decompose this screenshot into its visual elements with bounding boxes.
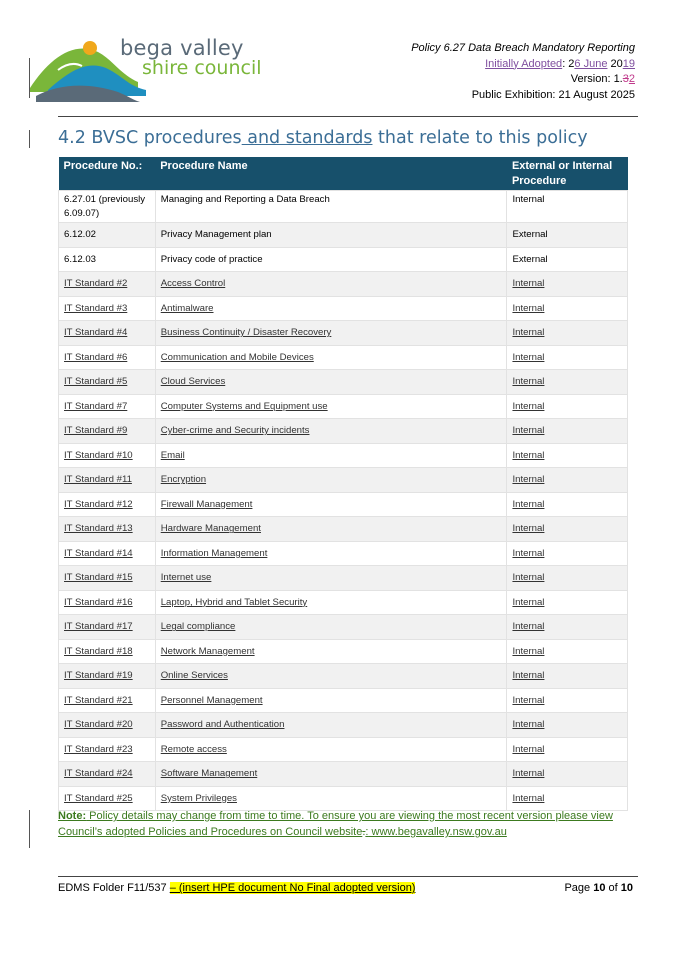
procedure-no-cell[interactable]: IT Standard #24 bbox=[59, 762, 156, 787]
adopted-label: Initially Adopted bbox=[485, 57, 563, 70]
procedure-type-cell[interactable]: Internal bbox=[507, 272, 628, 297]
procedure-no-cell[interactable]: IT Standard #13 bbox=[59, 517, 156, 542]
table-row bbox=[59, 370, 628, 395]
page-of: of bbox=[605, 882, 621, 894]
procedure-name-cell[interactable]: Password and Authentication bbox=[155, 713, 507, 738]
table-row bbox=[59, 762, 628, 787]
procedure-name-cell: Privacy code of practice bbox=[155, 247, 507, 272]
procedure-type-cell: External bbox=[507, 247, 628, 272]
table-header-row bbox=[59, 157, 628, 191]
note-text: Policy details may change from time to time. To ensure you are viewing the most recent version please view Council’s adopted Policies and Procedures on Council website bbox=[58, 810, 613, 838]
change-bar-note bbox=[29, 810, 30, 848]
table-row bbox=[59, 223, 628, 248]
procedure-no-cell[interactable]: IT Standard #11 bbox=[59, 468, 156, 493]
note-deleted-char: . bbox=[362, 826, 366, 838]
section-title-part-1: BVSC procedures bbox=[91, 128, 242, 148]
procedure-type-cell[interactable]: Internal bbox=[507, 713, 628, 738]
procedure-name-cell[interactable]: Internet use bbox=[155, 566, 507, 591]
procedure-no-cell[interactable]: IT Standard #25 bbox=[59, 786, 156, 811]
procedure-no-cell[interactable]: IT Standard #14 bbox=[59, 541, 156, 566]
table-body bbox=[59, 191, 628, 811]
procedure-type-cell[interactable]: Internal bbox=[507, 762, 628, 787]
procedure-no-cell[interactable]: IT Standard #16 bbox=[59, 590, 156, 615]
procedure-name-cell[interactable]: Laptop, Hybrid and Tablet Security bbox=[155, 590, 507, 615]
procedure-name-cell[interactable]: Software Management bbox=[155, 762, 507, 787]
table-row bbox=[59, 419, 628, 444]
procedure-no-cell[interactable]: IT Standard #21 bbox=[59, 688, 156, 713]
procedure-no-cell[interactable]: IT Standard #4 bbox=[59, 321, 156, 346]
procedure-type-cell[interactable]: Internal bbox=[507, 419, 628, 444]
procedure-no-cell[interactable]: IT Standard #19 bbox=[59, 664, 156, 689]
procedure-name-cell[interactable]: Business Continuity / Disaster Recovery bbox=[155, 321, 507, 346]
header-procedure-no: Procedure No.: bbox=[59, 157, 156, 191]
logo-line-2: shire council bbox=[142, 57, 262, 79]
table-row bbox=[59, 272, 628, 297]
table-row bbox=[59, 345, 628, 370]
adopted-day: 6 June bbox=[574, 57, 608, 70]
footer-highlight: – (insert HPE document No Final adopted version) bbox=[169, 882, 416, 894]
procedure-type-cell[interactable]: Internal bbox=[507, 492, 628, 517]
procedure-no-cell[interactable]: IT Standard #12 bbox=[59, 492, 156, 517]
change-bar-heading bbox=[29, 130, 30, 148]
procedure-name-cell[interactable]: System Privileges bbox=[155, 786, 507, 811]
header-rule bbox=[58, 116, 638, 117]
policy-title: Policy 6.27 Data Breach Mandatory Reporting bbox=[411, 42, 635, 54]
header-external-internal: External or Internal Procedure bbox=[507, 157, 628, 191]
procedure-type-cell[interactable]: Internal bbox=[507, 590, 628, 615]
version-deleted: 3 bbox=[622, 73, 629, 85]
procedure-name-cell[interactable]: Firewall Management bbox=[155, 492, 507, 517]
table-row bbox=[59, 713, 628, 738]
procedure-type-cell[interactable]: Internal bbox=[507, 517, 628, 542]
procedure-no-cell[interactable]: IT Standard #15 bbox=[59, 566, 156, 591]
procedure-name-cell[interactable]: Encryption bbox=[155, 468, 507, 493]
procedure-type-cell[interactable]: Internal bbox=[507, 786, 628, 811]
procedure-type-cell[interactable]: Internal bbox=[507, 615, 628, 640]
footer-rule bbox=[58, 876, 638, 877]
procedure-no-cell[interactable]: IT Standard #7 bbox=[59, 394, 156, 419]
table-row bbox=[59, 468, 628, 493]
procedure-name-cell[interactable]: Email bbox=[155, 443, 507, 468]
policy-note bbox=[58, 808, 630, 840]
table-row bbox=[59, 566, 628, 591]
page-current: 10 bbox=[593, 882, 606, 894]
procedure-no-cell: 6.27.01 (previously 6.09.07) bbox=[59, 191, 156, 223]
procedure-type-cell[interactable]: Internal bbox=[507, 345, 628, 370]
procedure-no-cell[interactable]: IT Standard #17 bbox=[59, 615, 156, 640]
footer-edms-folder: EDMS Folder F11/537 bbox=[58, 882, 170, 894]
procedure-name-cell[interactable]: Hardware Management bbox=[155, 517, 507, 542]
procedure-name-cell[interactable]: Network Management bbox=[155, 639, 507, 664]
table-row bbox=[59, 688, 628, 713]
footer-edms bbox=[58, 882, 415, 894]
procedure-type-cell[interactable]: Internal bbox=[507, 394, 628, 419]
procedure-no-cell[interactable]: IT Standard #18 bbox=[59, 639, 156, 664]
table-row bbox=[59, 541, 628, 566]
procedure-type-cell[interactable]: Internal bbox=[507, 541, 628, 566]
council-website-link[interactable]: www.begavalley.nsw.gov.au bbox=[368, 826, 507, 838]
table-row bbox=[59, 492, 628, 517]
note-label: Note: bbox=[58, 810, 87, 822]
table-row bbox=[59, 737, 628, 762]
document-header-info bbox=[411, 41, 635, 103]
procedure-type-cell[interactable]: Internal bbox=[507, 370, 628, 395]
procedure-type-cell[interactable]: Internal bbox=[507, 639, 628, 664]
procedure-name-cell[interactable]: Communication and Mobile Devices bbox=[155, 345, 507, 370]
procedure-type-cell[interactable]: Internal bbox=[507, 443, 628, 468]
section-number: 4.2 bbox=[58, 128, 86, 148]
procedure-no-cell: 6.12.03 bbox=[59, 247, 156, 272]
table-row bbox=[59, 394, 628, 419]
version-inserted: 2 bbox=[628, 73, 635, 85]
note-inserted-char: : bbox=[365, 826, 369, 838]
table-row bbox=[59, 191, 628, 223]
procedure-no-cell[interactable]: IT Standard #3 bbox=[59, 296, 156, 321]
procedure-no-cell[interactable]: IT Standard #23 bbox=[59, 737, 156, 762]
procedure-name-cell[interactable]: Legal compliance bbox=[155, 615, 507, 640]
procedure-type-cell[interactable]: Internal bbox=[507, 321, 628, 346]
procedure-name-cell[interactable]: Cyber-crime and Security incidents bbox=[155, 419, 507, 444]
procedure-name-cell[interactable]: Personnel Management bbox=[155, 688, 507, 713]
procedure-name-cell[interactable]: Information Management bbox=[155, 541, 507, 566]
procedure-name-cell: Privacy Management plan bbox=[155, 223, 507, 248]
procedure-type-cell[interactable]: Internal bbox=[507, 688, 628, 713]
procedure-name-cell[interactable]: Computer Systems and Equipment use bbox=[155, 394, 507, 419]
procedure-type-cell[interactable]: Internal bbox=[507, 664, 628, 689]
procedure-no-cell[interactable]: IT Standard #2 bbox=[59, 272, 156, 297]
procedure-name-cell[interactable]: Access Control bbox=[155, 272, 507, 297]
exhibition-line: Public Exhibition: 21 August 2025 bbox=[471, 88, 635, 101]
procedure-type-cell[interactable]: Internal bbox=[507, 737, 628, 762]
adopted-mid: 20 bbox=[607, 57, 623, 70]
adopted-colon: : 2 bbox=[562, 57, 575, 70]
logo-line-1: bega valley bbox=[120, 36, 244, 60]
table-row bbox=[59, 443, 628, 468]
procedure-type-cell[interactable]: Internal bbox=[507, 468, 628, 493]
table-row bbox=[59, 615, 628, 640]
procedure-name-cell[interactable]: Cloud Services bbox=[155, 370, 507, 395]
procedure-name-cell[interactable]: Antimalware bbox=[155, 296, 507, 321]
procedure-name-cell[interactable]: Remote access bbox=[155, 737, 507, 762]
version-label: Version: 1. bbox=[570, 73, 623, 85]
table-row bbox=[59, 517, 628, 542]
page-total: 10 bbox=[620, 882, 633, 894]
procedure-no-cell[interactable]: IT Standard #9 bbox=[59, 419, 156, 444]
procedures-table bbox=[58, 157, 628, 811]
procedure-no-cell[interactable]: IT Standard #10 bbox=[59, 443, 156, 468]
procedure-no-cell: 6.12.02 bbox=[59, 223, 156, 248]
procedure-name-cell[interactable]: Online Services bbox=[155, 664, 507, 689]
section-title-part-2: that relate to this policy bbox=[372, 128, 588, 148]
procedure-name-cell: Managing and Reporting a Data Breach bbox=[155, 191, 507, 223]
page-label: Page bbox=[564, 882, 594, 894]
council-logo bbox=[28, 30, 268, 108]
procedure-no-cell[interactable]: IT Standard #5 bbox=[59, 370, 156, 395]
procedure-no-cell[interactable]: IT Standard #20 bbox=[59, 713, 156, 738]
table-row bbox=[59, 590, 628, 615]
adopted-year: 19 bbox=[622, 57, 635, 70]
procedure-type-cell[interactable]: Internal bbox=[507, 566, 628, 591]
procedure-no-cell[interactable]: IT Standard #6 bbox=[59, 345, 156, 370]
table-row bbox=[59, 321, 628, 346]
change-bar-header bbox=[29, 58, 30, 98]
version-line bbox=[411, 72, 635, 88]
procedure-type-cell: External bbox=[507, 223, 628, 248]
table-row bbox=[59, 639, 628, 664]
table-row bbox=[59, 247, 628, 272]
procedure-type-cell[interactable]: Internal bbox=[507, 296, 628, 321]
footer-page-number bbox=[564, 882, 633, 894]
procedure-type-cell: Internal bbox=[507, 191, 628, 223]
adopted-line bbox=[411, 57, 635, 73]
table-row bbox=[59, 296, 628, 321]
table-row bbox=[59, 664, 628, 689]
table-row bbox=[59, 786, 628, 811]
header-procedure-name: Procedure Name bbox=[155, 157, 507, 191]
section-title-inserted: and standards bbox=[241, 128, 373, 148]
section-heading bbox=[58, 128, 588, 148]
